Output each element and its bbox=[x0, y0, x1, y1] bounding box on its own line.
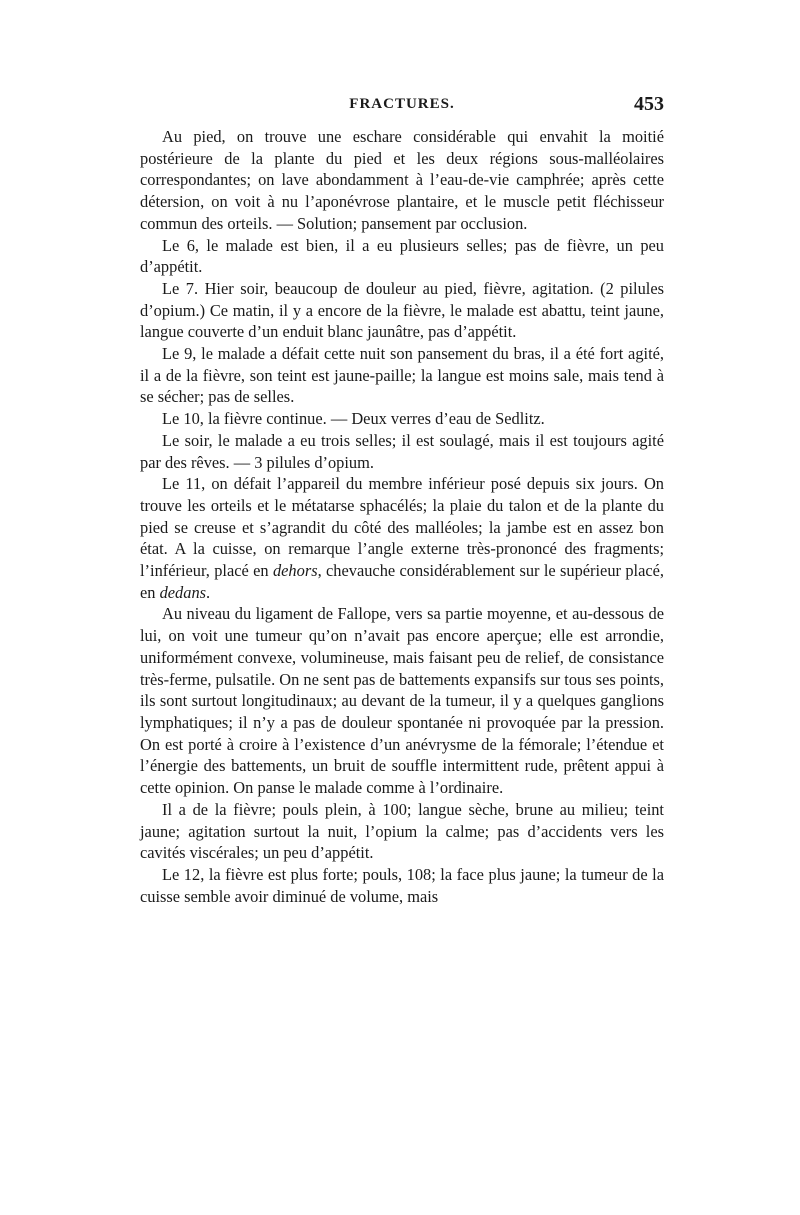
book-page bbox=[140, 93, 664, 907]
running-head bbox=[140, 93, 664, 126]
paragraph bbox=[140, 603, 664, 798]
paragraph bbox=[140, 278, 664, 343]
paragraph bbox=[140, 799, 664, 864]
text-run: Le 11, on défait l’appareil du membre inférieur posé depuis six jours. On trouve les orteils et le métatarse sphacélés; la plaie du talon et de la plante du pied se creuse et s’agrandit du côté des malléoles; la jambe est en assez bon état. A la cuisse, on remarque l’angle externe très-prononcé des fragments; l’inférieur, placé en bbox=[140, 474, 664, 581]
body-text bbox=[140, 126, 664, 907]
text-run: Le 6, le malade est bien, il a eu plusieurs selles; pas de fièvre, un peu d’appétit. bbox=[140, 235, 664, 277]
paragraph bbox=[140, 408, 664, 430]
paragraph bbox=[140, 473, 664, 603]
text-run: . bbox=[206, 582, 211, 602]
text-run: , chevauche considérablement sur le supérieur placé, en bbox=[140, 561, 664, 602]
paragraph bbox=[140, 235, 664, 278]
italic-text: dedans bbox=[159, 582, 207, 602]
text-run: Le 9, le malade a défait cette nuit son pansement du bras, il a été fort agité, il a de la fièvre, son teint est jaune-paille; la langue est moins sale, mais tend à se sécher; pas de selles. bbox=[140, 344, 664, 407]
paragraph bbox=[140, 343, 664, 408]
page-number: 453 bbox=[634, 93, 664, 115]
text-run: Le 7. Hier soir, beaucoup de douleur au pied, fièvre, agitation. (2 pilules d’opium.) Ce matin, il y a encore de la fièvre, le malade est abattu, teint jaune, langue couverte d’un enduit blanc jaunâtre, pas d’appétit. bbox=[140, 278, 664, 342]
text-run: Au niveau du ligament de Fallope, vers sa partie moyenne, et au-dessous de lui, on voit une tumeur qu’on n’avait pas encore aperçue; elle est arrondie, uniformément convexe, volumineuse, mais faisant peu de relief, de consistance très-ferme, pulsatile. On ne sent pas de battements expansifs sur tous ses points, ils sont surtout longitudinaux; au devant de la tumeur, il y a quelques ganglions lymphatiques; il n’y a pas de douleur spontanée ni provoquée par la pression. On est porté à croire à l’existence d’un anévrysme de la fémorale; l’étendue et l’énergie des battements, un bruit de souffle intermittent rude, prêtent appui à cette opinion. On panse le malade comme à l’ordinaire. bbox=[140, 604, 664, 798]
paragraph bbox=[140, 864, 664, 907]
text-run: Le soir, le malade a eu trois selles; il est soulagé, mais il est toujours agité par des rêves. — 3 pilules d’opium. bbox=[140, 430, 664, 472]
text-run: Il a de la fièvre; pouls plein, à 100; langue sèche, brune au milieu; teint jaune; agitation surtout la nuit, l’opium la calme; pas d’accidents vers les cavités viscérales; un peu d’appétit. bbox=[140, 799, 664, 863]
running-title: FRACTURES. bbox=[349, 96, 455, 112]
text-run: Le 12, la fièvre est plus forte; pouls, 108; la face plus jaune; la tumeur de la cuisse semble avoir diminué de volume, mais bbox=[140, 864, 664, 906]
paragraph bbox=[140, 126, 664, 235]
italic-text: dehors bbox=[272, 561, 318, 581]
text-run: Le 10, la fièvre continue. — Deux verres d’eau de Sedlitz. bbox=[162, 409, 545, 429]
paragraph bbox=[140, 430, 664, 473]
text-run: Au pied, on trouve une eschare considérable qui envahit la moitié postérieure de la plante du pied et les deux régions sous-malléolaires correspondantes; on lave abondamment à l’eau-de-vie camphrée; après cette détersion, on voit à nu l’aponévrose plantaire, et le muscle petit fléchisseur commun des orteils. — Solution; pansement par occlusion. bbox=[140, 127, 664, 233]
